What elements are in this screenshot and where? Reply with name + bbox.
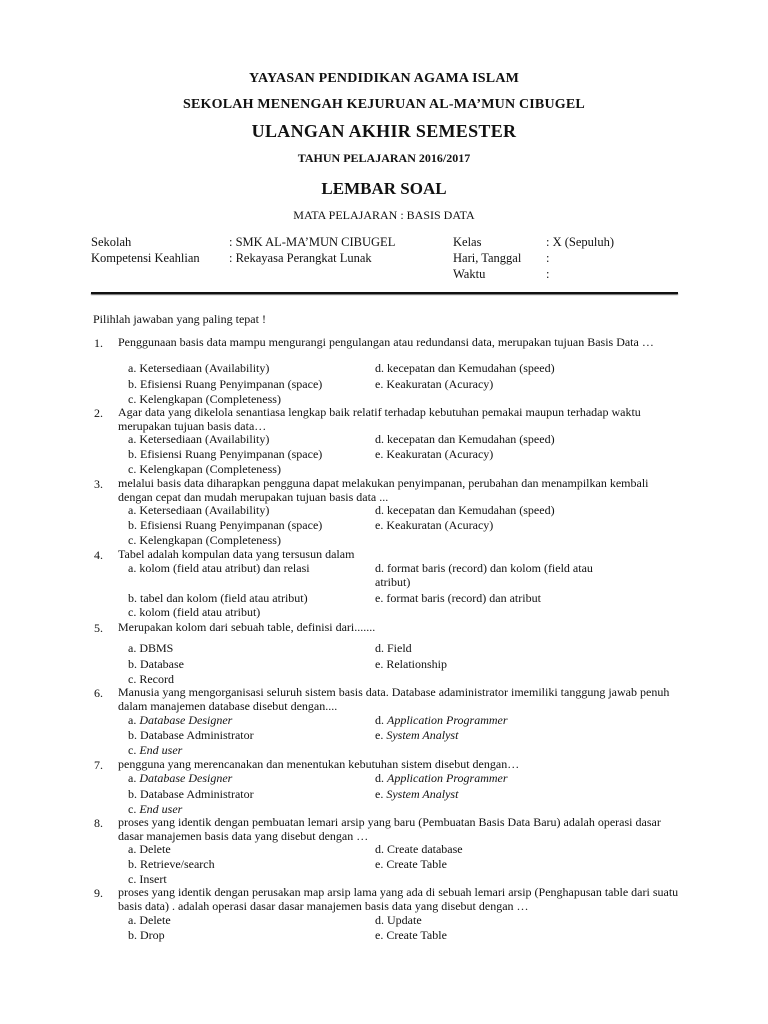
question-number: 6. bbox=[94, 686, 103, 700]
q8-option-e[interactable]: e. Create Table bbox=[375, 857, 447, 871]
q5-option-e[interactable]: e. Relationship bbox=[375, 657, 447, 671]
q9-option-d[interactable]: d. Update bbox=[375, 913, 422, 927]
option-prefix: d. bbox=[375, 713, 387, 727]
question-number: 2. bbox=[94, 406, 103, 420]
option-text: System Analyst bbox=[386, 787, 459, 801]
waktu-value: : bbox=[546, 267, 550, 281]
q3-option-c[interactable]: c. Kelengkapan (Completeness) bbox=[128, 533, 281, 547]
question-number: 8. bbox=[94, 816, 103, 830]
q2-option-d[interactable]: d. kecepatan dan Kemudahan (speed) bbox=[375, 432, 555, 446]
exam-title: ULANGAN AKHIR SEMESTER bbox=[251, 121, 517, 141]
q3-option-d[interactable]: d. kecepatan dan Kemudahan (speed) bbox=[375, 503, 555, 517]
q1-option-d[interactable]: d. kecepatan dan Kemudahan (speed) bbox=[375, 361, 555, 375]
q9-option-b[interactable]: b. Drop bbox=[128, 928, 165, 942]
option-prefix: d. bbox=[375, 771, 387, 785]
option-text: Database Designer bbox=[139, 771, 233, 785]
q6-option-b[interactable]: b. Database Administrator bbox=[128, 728, 254, 742]
q5-option-c[interactable]: c. Record bbox=[128, 672, 174, 686]
q4-option-a[interactable]: a. kolom (field atau atribut) dan relasi bbox=[128, 561, 310, 575]
q1-option-a[interactable]: a. Ketersediaan (Availability) bbox=[128, 361, 270, 375]
academic-year: TAHUN PELAJARAN 2016/2017 bbox=[297, 151, 471, 165]
question-number: 9. bbox=[94, 886, 103, 900]
question-text: Tabel adalah kompulan data yang tersusun dalam bbox=[118, 547, 355, 561]
option-text: End user bbox=[139, 743, 183, 757]
hari-tanggal-label: Hari, Tanggal bbox=[453, 251, 522, 265]
q3-option-a[interactable]: a. Ketersediaan (Availability) bbox=[128, 503, 270, 517]
question-text: Agar data yang dikelola senantiasa lengkap baik relatif terhadap kebutuhan pemakai maupun terhadap waktu merupakan tujuan basis data… bbox=[118, 405, 641, 433]
question-text: proses yang identik dengan perusakan map arsip lama yang ada di sebuah lemari arsip (Penghapusan table dari suatu basis data) . adalah operasi dasar dasar manajemen basis data yang disebut dengan … bbox=[118, 885, 679, 913]
option-prefix: e. bbox=[375, 787, 387, 801]
q1-option-c[interactable]: c. Kelengkapan (Completeness) bbox=[128, 392, 281, 406]
sekolah-label: Sekolah bbox=[91, 235, 132, 249]
q3-option-e[interactable]: e. Keakuratan (Acuracy) bbox=[375, 518, 494, 532]
q7-option-d[interactable] bbox=[375, 771, 508, 785]
question-number: 3. bbox=[94, 477, 103, 491]
q8-option-d[interactable]: d. Create database bbox=[375, 842, 463, 856]
q6-option-e[interactable] bbox=[375, 728, 458, 742]
option-prefix: c. bbox=[128, 743, 140, 757]
q6-option-a[interactable] bbox=[128, 713, 232, 727]
q5-option-b[interactable]: b. Database bbox=[128, 657, 184, 671]
q7-option-b[interactable]: b. Database Administrator bbox=[128, 787, 254, 801]
school-heading: SEKOLAH MENENGAH KEJURUAN AL-MA’MUN CIBUGEL bbox=[183, 97, 585, 112]
q1-option-b[interactable]: b. Efisiensi Ruang Penyimpanan (space) bbox=[128, 377, 323, 391]
q2-option-a[interactable]: a. Ketersediaan (Availability) bbox=[128, 432, 270, 446]
q8-option-a[interactable]: a. Delete bbox=[128, 842, 171, 856]
option-text: End user bbox=[139, 802, 183, 816]
question-text: Penggunaan basis data mampu mengurangi pengulangan atau redundansi data, merupakan tujuan Basis Data … bbox=[118, 335, 654, 349]
q2-option-e[interactable]: e. Keakuratan (Acuracy) bbox=[375, 447, 494, 461]
kelas-value: : X (Sepuluh) bbox=[546, 235, 615, 249]
q5-option-d[interactable]: d. Field bbox=[375, 641, 412, 655]
option-prefix: a. bbox=[128, 713, 140, 727]
q2-option-b[interactable]: b. Efisiensi Ruang Penyimpanan (space) bbox=[128, 447, 323, 461]
subject-line: MATA PELAJARAN : BASIS DATA bbox=[293, 208, 475, 222]
q7-option-e[interactable] bbox=[375, 787, 458, 801]
q5-option-a[interactable]: a. DBMS bbox=[128, 641, 174, 655]
q7-option-a[interactable] bbox=[128, 771, 232, 785]
header-divider bbox=[91, 292, 678, 294]
instruction-text: Pilihlah jawaban yang paling tepat ! bbox=[93, 312, 266, 326]
option-prefix: e. bbox=[375, 728, 387, 742]
option-text: Application Programmer bbox=[387, 771, 508, 785]
question-text: Manusia yang mengorganisasi seluruh sistem basis data. Database adaministrator imemiliki tanggung jawab penuh dalam manajemen database disebut dengan.... bbox=[118, 685, 670, 713]
option-text: System Analyst bbox=[386, 728, 459, 742]
q3-option-b[interactable]: b. Efisiensi Ruang Penyimpanan (space) bbox=[128, 518, 323, 532]
sheet-title: LEMBAR SOAL bbox=[321, 179, 447, 198]
q7-option-c[interactable] bbox=[128, 802, 182, 816]
q1-option-e[interactable]: e. Keakuratan (Acuracy) bbox=[375, 377, 494, 391]
question-text: pengguna yang merencanakan dan menentukan kebutuhan sistem disebut dengan… bbox=[118, 757, 520, 771]
q9-option-a[interactable]: a. Delete bbox=[128, 913, 171, 927]
q4-option-c[interactable]: c. kolom (field atau atribut) bbox=[128, 605, 261, 619]
q4-option-b[interactable]: b. tabel dan kolom (field atau atribut) bbox=[128, 591, 308, 605]
q9-option-e[interactable]: e. Create Table bbox=[375, 928, 447, 942]
q8-option-c[interactable]: c. Insert bbox=[128, 872, 167, 886]
q4-option-e[interactable]: e. format baris (record) dan atribut bbox=[375, 591, 541, 605]
sekolah-value: : SMK AL-MA’MUN CIBUGEL bbox=[229, 235, 396, 249]
q6-option-c[interactable] bbox=[128, 743, 182, 757]
kelas-label: Kelas bbox=[453, 235, 482, 249]
option-text: Database Designer bbox=[139, 713, 233, 727]
q4-option-d[interactable]: d. format baris (record) dan kolom (field atau atribut) bbox=[375, 561, 593, 589]
kompetensi-value: : Rekayasa Perangkat Lunak bbox=[229, 251, 372, 265]
option-prefix: a. bbox=[128, 771, 140, 785]
question-text: proses yang identik dengan pembuatan lemari arsip yang baru (Pembuatan Basis Data Baru) adalah operasi dasar dasar manajemen basis data yang disebut dengan … bbox=[118, 815, 661, 843]
kompetensi-label: Kompetensi Keahlian bbox=[91, 251, 200, 265]
question-text: melalui basis data diharapkan pengguna dapat melakukan penyimpanan, perubahan dan menampilkan kembali dengan cepat dan mudah merupakan tujuan basis data ... bbox=[118, 476, 649, 504]
option-text: Application Programmer bbox=[387, 713, 508, 727]
hari-tanggal-value: : bbox=[546, 251, 550, 265]
q2-option-c[interactable]: c. Kelengkapan (Completeness) bbox=[128, 462, 281, 476]
question-text: Merupakan kolom dari sebuah table, definisi dari....... bbox=[118, 620, 376, 634]
foundation-heading: YAYASAN PENDIDIKAN AGAMA ISLAM bbox=[248, 71, 520, 86]
question-number: 7. bbox=[94, 758, 103, 772]
option-prefix: c. bbox=[128, 802, 140, 816]
question-number: 5. bbox=[94, 621, 103, 635]
waktu-label: Waktu bbox=[453, 267, 486, 281]
question-number: 1. bbox=[94, 336, 103, 350]
question-number: 4. bbox=[94, 548, 103, 562]
q6-option-d[interactable] bbox=[375, 713, 508, 727]
q8-option-b[interactable]: b. Retrieve/search bbox=[128, 857, 215, 871]
